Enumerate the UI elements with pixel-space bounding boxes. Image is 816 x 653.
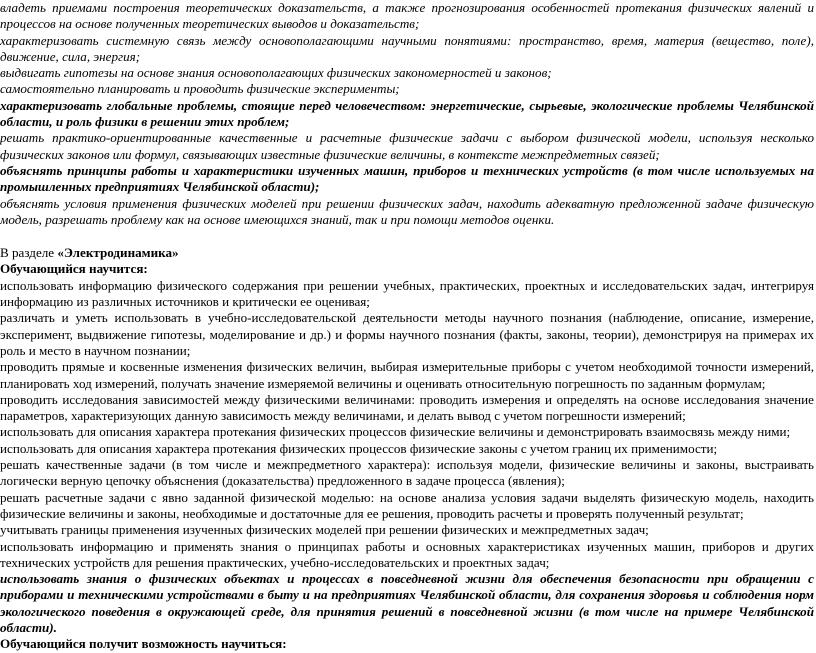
outcome-item: проводить прямые и косвенные изменения физических величин, выбирая измерительные приборы с учетом необходимой точности измерений, планировать ход измерений, получать значение измеряемой величины и оценивать относительную погрешность по заданным формулам;: [0, 359, 814, 391]
section-name: «Электродинамика»: [57, 245, 179, 261]
outcome-item: использовать для описания характера протекания физических процессов физические законы с учетом границ их применимости;: [0, 440, 718, 456]
outcome-item: самостоятельно планировать и проводить физические эксперименты;: [0, 81, 400, 97]
outcome-item: использовать для описания характера протекания физических процессов физические величины и демонстрировать взаимосвязь между ними;: [0, 424, 791, 440]
outcome-item: решать практико-ориентированные качественные и расчетные физические задачи с выбором физической модели, используя несколько физических законов или формул, связывающих известные физические величины, в контексте межпредметных связей;: [0, 130, 814, 162]
outcome-item: владеть приемами построения теоретических доказательств, а также прогнозирования особенностей протекания физических явлений и процессов на основе полученных теоретических выводов и доказательств;: [0, 0, 814, 32]
outcome-item: решать качественные задачи (в том числе и межпредметного характера): используя модели, физические величины и законы, выстраивать логически верную цепочку объяснения (доказательства) предложенного в задаче процесса (явления);: [0, 457, 814, 489]
outcome-item: характеризовать глобальные проблемы, стоящие перед человечеством: энергетические, сырьевые, экологические проблемы Челябинской области, и роль физики в решении этих проблем;: [0, 97, 814, 130]
outcome-item: решать расчетные задачи с явно заданной физической моделью: на основе анализа условия задачи выделять физическую модель, находить физические величины и законы, необходимые и достаточные для ее решения, проводить расчеты и проверять полученный результат;: [0, 489, 814, 521]
outcome-item: объяснять принципы работы и характеристики изученных машин, приборов и технических устройств (в том числе используемых на промышленных предприятиях Челябинской области);: [0, 162, 814, 195]
main-outcomes-list: [0, 278, 814, 637]
outcome-item: объяснять условия применения физических моделей при решении физических задач, находить адекватную предложенной задаче физическую модель, разрешать проблему как на основе имеющихся знаний, так и при помощи методов оценки.: [0, 195, 814, 227]
outcome-item: использовать знания о физических объектах и процессах в повседневной жизни для обеспечения безопасности при обращении с приборами и техническими устройствами в быту и на предприятиях Челябинской области, для сохранения здоровья и соблюдения норм экологического поведения в окружающей среде, для принятия решений в повседневной жизни (в том числе на примере Челябинской области).: [0, 571, 814, 635]
outcome-item: использовать информацию физического содержания при решении учебных, практических, проектных и исследовательских задач, интегрируя информацию из различных источников и критически ее оценивая;: [0, 277, 814, 310]
outcome-item: проводить исследования зависимостей между физическими величинами: проводить измерения и определять на основе исследования значение параметров, характеризующих данную зависимость между величинами, и делать вывод с учетом погрешности измерений;: [0, 391, 814, 424]
outcome-item: использовать информацию и применять знания о принципах работы и основных характеристиках изученных машин, приборов и других технических устройств для решения практических, учебно-исследовательских и проектных задач;: [0, 538, 814, 570]
outcome-item: характеризовать системную связь между основополагающими научными понятиями: пространство, время, материя (вещество, поле), движение, сила, энергия;: [0, 32, 814, 64]
section-heading: [0, 245, 814, 261]
top-outcomes-list: [0, 0, 814, 228]
outcome-item: учитывать границы применения изученных физических моделей при решении физических и межпредметных задач;: [0, 522, 649, 538]
outcome-item: выдвигать гипотезы на основе знания основополагающих физических закономерностей и законов;: [0, 65, 552, 81]
paragraph-gap: [0, 228, 814, 245]
learner-opportunity-heading: Обучающийся получит возможность научиться:: [0, 636, 287, 652]
section-prefix: В разделе: [0, 245, 58, 261]
learner-will-heading: Обучающийся научится:: [0, 261, 148, 277]
outcome-item: различать и уметь использовать в учебно-исследовательской деятельности методы научного познания (наблюдение, описание, измерение, эксперимент, выдвижение гипотезы, моделирование и др.) и формы научного познания (факты, законы, теории), демонстрируя на примерах их роль и место в научном познании;: [0, 310, 814, 358]
